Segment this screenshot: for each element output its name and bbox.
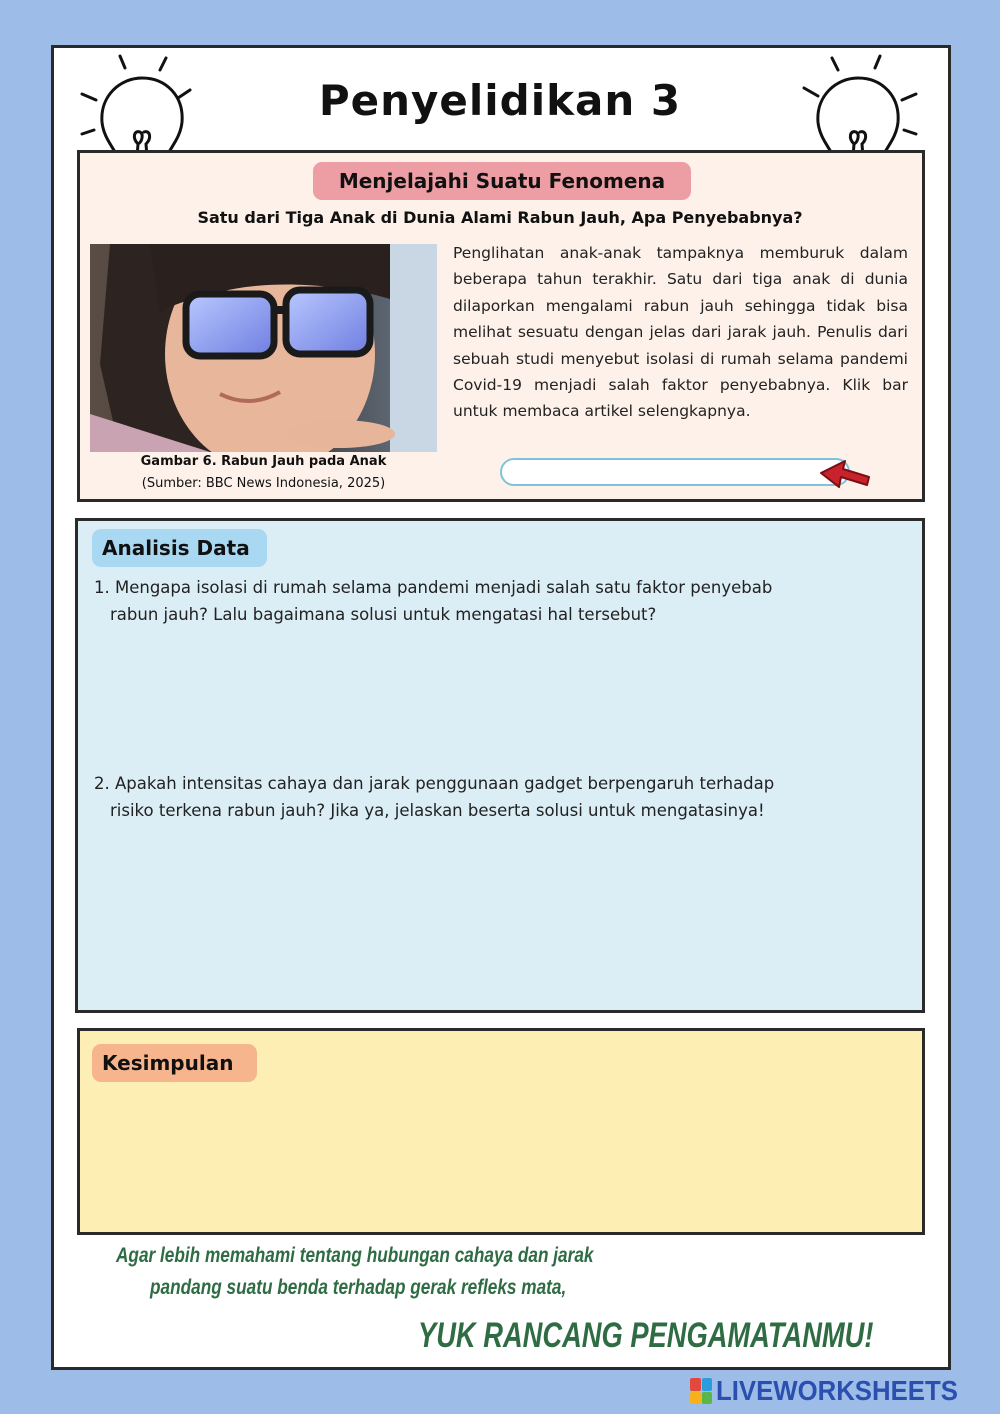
phenomenon-label: Menjelajahi Suatu Fenomena bbox=[313, 162, 691, 200]
question-2-line-1: 2. Apakah intensitas cahaya dan jarak penggunaan gadget berpengaruh terhadap bbox=[94, 774, 775, 793]
figure-caption: Gambar 6. Rabun Jauh pada Anak bbox=[140, 454, 387, 469]
liveworksheets-logo-icon bbox=[690, 1378, 712, 1404]
call-to-action: YUK RANCANG PENGAMATANMU! bbox=[418, 1316, 874, 1355]
question-1-line-2: rabun jauh? Lalu bagaimana solusi untuk mengatasi hal tersebut? bbox=[110, 605, 657, 624]
phenomenon-subtitle: Satu dari Tiga Anak di Dunia Alami Rabun Jauh, Apa Penyebabnya? bbox=[197, 208, 803, 227]
liveworksheets-watermark bbox=[690, 1374, 979, 1408]
child-glasses-photo bbox=[90, 244, 437, 452]
question-1 bbox=[94, 574, 884, 628]
phenomenon-paragraph: Penglihatan anak-anak tampaknya memburuk dalam beberapa tahun terakhir. Satu dari tiga anak di dunia dilaporkan mengalami rabun jauh sehingga tidak bisa melihat sesuatu dengan jelas dari jarak jauh. Penulis dari sebuah studi menyebut isolasi di rumah selama pandemi Covid-19 menjadi salah faktor penyebabnya. Klik bar untuk membaca artikel selengkapnya. bbox=[453, 244, 908, 421]
conclusion-label: Kesimpulan bbox=[92, 1044, 257, 1082]
footer-line-1: Agar lebih memahami tentang hubungan cahaya dan jarak bbox=[116, 1244, 594, 1267]
analysis-label: Analisis Data bbox=[92, 529, 267, 567]
footer-line-2: pandang suatu benda terhadap gerak refleks mata, bbox=[150, 1276, 567, 1299]
liveworksheets-brand: LIVEWORKSHEETS bbox=[716, 1375, 958, 1406]
article-link-bar[interactable] bbox=[500, 458, 850, 486]
question-2-line-2: risiko terkena rabun jauh? Jika ya, jelaskan beserta solusi untuk mengatasinya! bbox=[110, 801, 765, 820]
conclusion-answer-area[interactable] bbox=[94, 1090, 894, 1220]
question-2 bbox=[94, 770, 884, 824]
answer-1-area[interactable] bbox=[94, 630, 894, 760]
pointer-arrow-icon bbox=[815, 455, 875, 495]
page-title: Penyelidikan 3 bbox=[318, 76, 682, 125]
answer-2-area[interactable] bbox=[94, 826, 894, 996]
question-1-line-1: 1. Mengapa isolasi di rumah selama pandemi menjadi salah satu faktor penyebab bbox=[94, 578, 773, 597]
figure-source: (Sumber: BBC News Indonesia, 2025) bbox=[141, 476, 386, 491]
